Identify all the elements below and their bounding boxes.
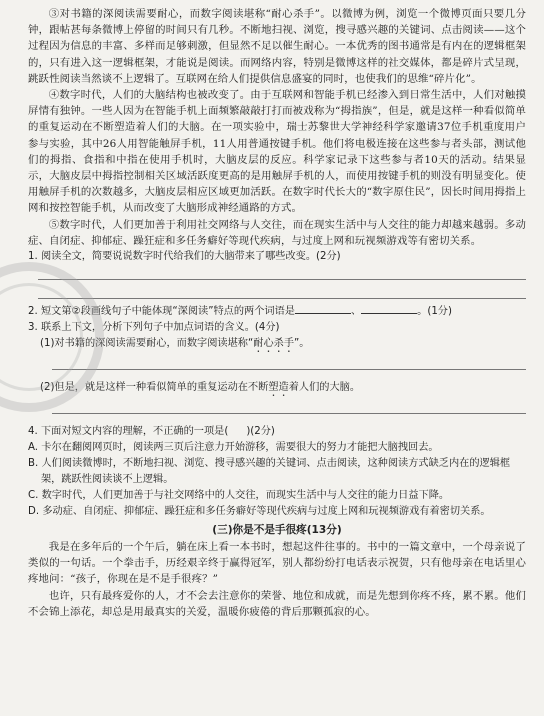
paragraph-3: ③对书籍的深阅读需要耐心，而数字阅读堪称“耐心杀手”。以微博为例，浏览一个微博页面只要几分钟，跟帖甚每条微博上停留的时间只有几秒。不断地扫视、浏览，搜寻感兴趣的关键词、点击阅读——这个过程因为信息的丰富、多样而足够刺激，但显然不足以催生耐心。一本优秀的图书通常是有内在的逻辑框架的，只有进入这一逻辑框架，才能说是阅读。而网络内容，特别是微博这样的社交媒体，都是碎片式呈现，跳跃性阅读当然谈不上逻辑了。互联网在给人们提供信息盛宴的同时，也使我们的思维“碎片化”。 — [28, 8, 526, 85]
q2-prefix: 2. 短文第 — [28, 306, 72, 318]
option-b[interactable]: B. 人们阅读微博时，不断地扫视、浏览、搜寻感兴趣的关键词、点击阅读，这种阅读方式缺乏内在的逻辑框架，跳跃性阅读谈不上逻辑。 — [28, 458, 511, 486]
q2-sep: 、 — [350, 306, 362, 318]
q3-1-end: ”。 — [294, 338, 310, 350]
option-d[interactable]: D. 多动症、自闭症、抑郁症、躁狂症和多任务癖好等现代疾病与过度上网和玩视频游戏有着密切关系。 — [28, 506, 491, 518]
question-3-2 — [28, 380, 526, 399]
q2-suffix: 。(1分) — [417, 306, 452, 318]
answer-line[interactable] — [52, 355, 526, 370]
question-2 — [28, 303, 526, 320]
question-4 — [28, 424, 526, 440]
blank-2[interactable] — [361, 303, 417, 314]
section3-paragraph-2: 也许，只有最疼爱你的人，才不会去注意你的荣誉、地位和成就，而是先想到你疼不疼，累不累。他们不会锦上添花，却总是用最真实的关爱，温暖你疲倦的背后那颗孤寂的心。 — [28, 589, 526, 618]
answer-line[interactable] — [52, 399, 526, 414]
option-c[interactable]: C. 数字时代，人们更加善于与社交网络中的人交往，而现实生活中与人交往的能力日益下降。 — [28, 490, 450, 502]
q4-text: 4. 下面对短文内容的理解，不正确的一项是( — [28, 426, 229, 438]
q4-score: )(2分) — [246, 426, 275, 438]
answer-line[interactable] — [38, 284, 526, 299]
paragraph-5: ⑤数字时代，人们更加善于利用社交网络与人交往，而在现实生活中与人交往的能力却越来越弱。多动症、自闭症、抑郁症、躁狂症和多任务癖好等现代疾病，与过度上网和玩视频游戏等有密切关系。 — [28, 218, 526, 247]
q3-2-text: (2)但是，就是这样一种看似简单的重复运动在不断 — [40, 382, 269, 394]
paragraph-4: ④数字时代，人们的大脑结构也被改变了。由于互联网和智能手机已经渗入到日常生活中，人们对触摸屏情有独钟。一些人因为在智能手机上面频繁敲敲打打而被戏称为“拇指族”，但是，就是这样一种看似简单的重复运动在不断塑造着人们的大脑。在一项实验中，瑞士苏黎世大学神经科学家邀请37位手机重度用户参与实验，其中26人用智能触屏手机，11人用普通按键手机。他们将电极连接在这些参与者头部，测试他们的拇指、食指和中指在使用手机时，大脑皮层的反应。科学家记录下这些参与者10天的活动。结果显示，大脑皮层中拇指控制相关区域活跃度更高的是用触屏手机的人，而使用按键手机的则没有明显变化。使用触屏手机的次数越多，大脑皮层相应区域更加活跃。在数字时代长大的“数字原住民”，因长时间用拇指上网和按控智能手机，从而改变了大脑形成神经通路的方式。 — [28, 89, 526, 215]
q3-1-dotted: 耐心杀手 — [253, 338, 295, 350]
q3-2-dotted: 塑造 — [268, 382, 289, 394]
section3-paragraph-1: 我是在多年后的一个午后，躺在床上看一本书时，想起这件往事的。书中的一篇文章中，一个母亲说了类似的一句话。一个拳击手，历经艰辛终于赢得冠军，别人都纷纷打电话表示祝贺，只有他母亲在电话里心疼地问：“孩子，你现在是不是手很疼？” — [28, 541, 526, 586]
answer-line[interactable] — [38, 265, 526, 280]
q2-text: ②段画线句子中能体现“深阅读”特点的两个词语是 — [71, 306, 295, 318]
option-a[interactable]: A. 卡尔在翻阅网页时，阅读两三页后注意力开始游移，需要很大的努力才能把大脑拽回去。 — [28, 442, 439, 454]
section-title: (三)你是不是手很疼(13分) — [212, 524, 342, 537]
question-3: 3. 联系上下文，分析下列句子中加点词语的含义。(4分) — [28, 322, 280, 334]
question-1: 1. 阅读全文，简要说说数字时代给我们的大脑带来了哪些改变。(2分) — [28, 251, 341, 263]
blank-1[interactable] — [295, 303, 351, 314]
question-3-1 — [28, 336, 526, 355]
q3-2-end: 着人们的大脑。 — [288, 382, 361, 394]
q3-1-text: (1)对书籍的深阅读需要耐心，而数字阅读堪称“ — [40, 338, 254, 350]
